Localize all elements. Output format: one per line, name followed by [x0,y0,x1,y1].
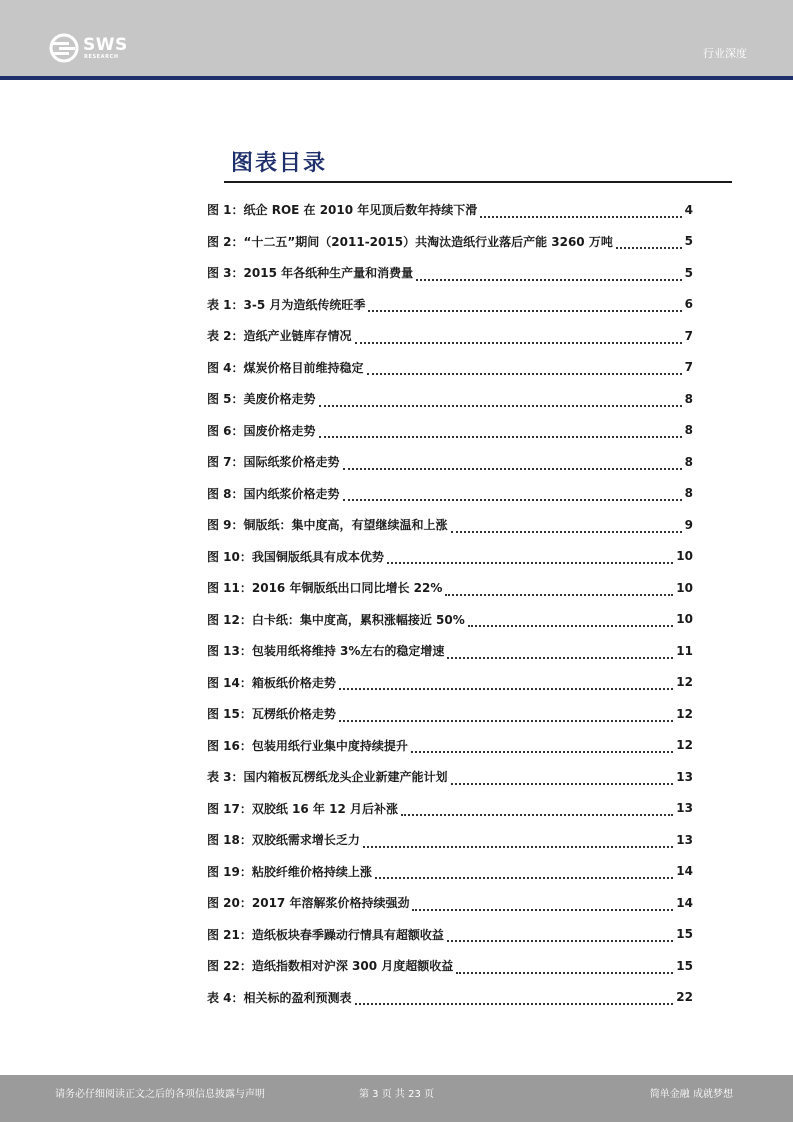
toc-leader-dots [387,552,673,564]
toc-item-page: 14 [676,864,693,879]
toc-item-label: 图 3：2015 年各纸种生产量和消费量 [207,266,414,281]
toc-leader-dots [355,993,674,1005]
toc-item[interactable] [207,919,693,951]
toc-item-page: 15 [676,927,693,942]
toc-item-label: 图 8：国内纸浆价格走势 [207,486,340,501]
toc-item-page: 22 [676,990,693,1005]
toc-item-label: 图 15：瓦楞纸价格走势 [207,707,336,722]
toc-item-label: 图 9：铜版纸：集中度高，有望继续温和上涨 [207,518,448,533]
toc-item-page: 13 [676,801,693,816]
sws-logo-icon [49,33,79,63]
toc-item-page: 6 [684,297,693,312]
toc-item[interactable] [207,415,693,447]
sws-logo [49,33,129,63]
toc-leader-dots [339,710,673,722]
toc-item[interactable] [207,793,693,825]
toc-item[interactable] [207,478,693,510]
toc-leader-dots [368,300,681,312]
toc-item[interactable] [207,950,693,982]
footer-disclaimer: 请务必仔细阅读正文之后的各项信息披露与声明 [55,1089,265,1100]
page-footer [0,1075,793,1122]
toc-title: 图表目录 [231,151,328,176]
toc-item-page: 12 [676,706,693,721]
toc-item-label: 图 4：煤炭价格目前维持稳定 [207,360,364,375]
toc-item[interactable] [207,289,693,321]
toc-leader-dots [480,206,681,218]
toc-item-label: 图 6：国废价格走势 [207,423,316,438]
toc-item[interactable] [207,824,693,856]
toc-item-page: 10 [676,549,693,564]
toc-item-label: 图 12：白卡纸：集中度高，累积涨幅接近 50% [207,612,465,627]
toc-item-page: 10 [676,612,693,627]
toc-item-page: 8 [684,391,693,406]
toc-item[interactable] [207,352,693,384]
toc-leader-dots [355,332,682,344]
toc-item-page: 5 [684,265,693,280]
toc-item[interactable] [207,226,693,258]
toc-leader-dots [319,426,682,438]
toc-leader-dots [445,584,673,596]
toc-item[interactable] [207,257,693,289]
toc-item-label: 表 2：造纸产业链库存情况 [207,329,352,344]
toc-leader-dots [616,237,682,249]
toc-item-page: 4 [684,202,693,217]
toc-item-page: 10 [676,580,693,595]
toc-item-label: 图 1：纸企 ROE 在 2010 年见顶后数年持续下滑 [207,203,478,218]
toc-leader-dots [319,395,682,407]
toc-item[interactable] [207,604,693,636]
header-divider [0,76,793,80]
toc-item-label: 图 2：“十二五”期间（2011-2015）共淘汰造纸行业落后产能 3260 万吨 [207,234,613,249]
toc-item-label: 图 17：双胶纸 16 年 12 月后补涨 [207,801,398,816]
toc-leader-dots [367,363,682,375]
toc-item[interactable] [207,194,693,226]
toc-item[interactable] [207,698,693,730]
footer-slogan: 简单金融 成就梦想 [649,1089,733,1100]
page-header [0,0,793,76]
toc-item[interactable] [207,667,693,699]
toc-item-label: 图 5：美废价格走势 [207,392,316,407]
toc-leader-dots [451,773,674,785]
toc-leader-dots [447,647,673,659]
toc-item-page: 7 [684,328,693,343]
report-type-label: 行业深度 [703,47,747,60]
toc-item[interactable] [207,887,693,919]
toc-item[interactable] [207,856,693,888]
toc-item-label: 图 14：箱板纸价格走势 [207,675,336,690]
toc-item[interactable] [207,320,693,352]
toc-leader-dots [375,867,673,879]
toc-item[interactable] [207,446,693,478]
toc-item[interactable] [207,572,693,604]
toc-list [207,194,693,1013]
toc-leader-dots [451,521,682,533]
toc-title-rule [224,181,732,183]
logo-subtext: RESEARCH [84,54,119,60]
footer-page-info: 第 3 页 共 23 页 [359,1089,434,1100]
toc-leader-dots [411,741,673,753]
toc-item-page: 15 [676,958,693,973]
toc-item-page: 13 [676,769,693,784]
toc-item-label: 图 22：造纸指数相对沪深 300 月度超额收益 [207,959,454,974]
toc-item-label: 图 16：包装用纸行业集中度持续提升 [207,738,408,753]
logo-text: SWS [83,35,128,55]
toc-item-page: 13 [676,832,693,847]
toc-item-label: 图 20：2017 年溶解浆价格持续强劲 [207,896,410,911]
toc-item-page: 9 [684,517,693,532]
toc-item[interactable] [207,635,693,667]
toc-item-label: 图 13：包装用纸将维持 3%左右的稳定增速 [207,644,445,659]
toc-item[interactable] [207,509,693,541]
toc-item-page: 8 [684,454,693,469]
toc-item-label: 表 3：国内箱板瓦楞纸龙头企业新建产能计划 [207,770,448,785]
toc-leader-dots [412,899,673,911]
toc-leader-dots [456,962,673,974]
toc-leader-dots [363,836,673,848]
toc-item[interactable] [207,541,693,573]
toc-item-page: 12 [676,675,693,690]
toc-leader-dots [468,615,674,627]
toc-leader-dots [401,804,673,816]
toc-item-page: 5 [684,234,693,249]
toc-item-label: 图 7：国际纸浆价格走势 [207,455,340,470]
toc-item-label: 图 21：造纸板块春季躁动行情具有超额收益 [207,927,444,942]
toc-item-label: 图 19：粘胶纤维价格持续上涨 [207,864,372,879]
toc-item-label: 表 1：3-5 月为造纸传统旺季 [207,297,366,312]
toc-leader-dots [343,458,682,470]
toc-item-label: 图 18：双胶纸需求增长乏力 [207,833,360,848]
toc-item[interactable] [207,730,693,762]
toc-item-page: 12 [676,738,693,753]
toc-leader-dots [447,930,673,942]
toc-item-page: 11 [676,643,693,658]
toc-item-page: 7 [684,360,693,375]
toc-item-label: 图 11：2016 年铜版纸出口同比增长 22% [207,581,443,596]
toc-leader-dots [416,269,682,281]
toc-item[interactable] [207,982,693,1014]
toc-leader-dots [339,678,673,690]
toc-item-page: 8 [684,486,693,501]
toc-leader-dots [343,489,682,501]
toc-item-page: 8 [684,423,693,438]
toc-item-label: 表 4：相关标的盈利预测表 [207,990,352,1005]
toc-item-label: 图 10：我国铜版纸具有成本优势 [207,549,384,564]
toc-item-page: 14 [676,895,693,910]
toc-item[interactable] [207,383,693,415]
toc-item[interactable] [207,761,693,793]
